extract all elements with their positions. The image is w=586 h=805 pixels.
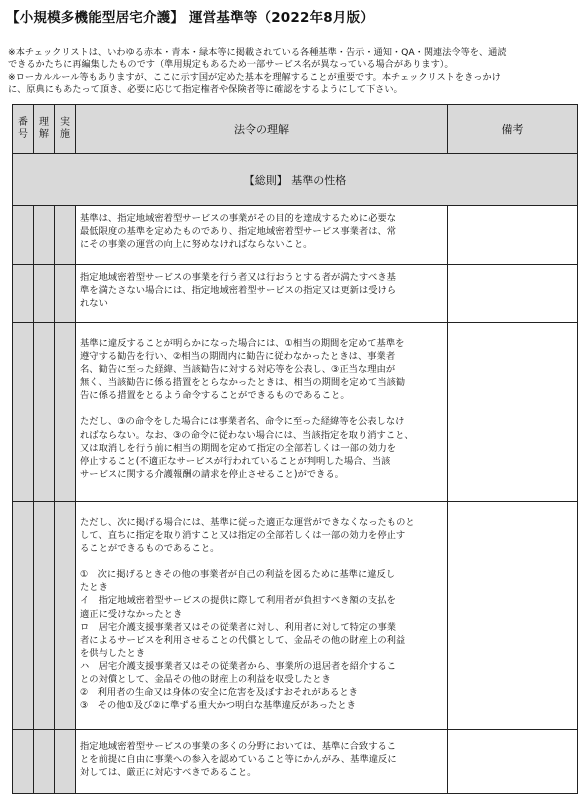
- checklist-table: [12, 104, 578, 794]
- law-text-line: にその事業の運営の向上に努めなければならないこと。: [80, 239, 313, 251]
- table-row: [13, 730, 578, 794]
- law-text-line: 指定地域密着型サービスの事業の多くの分野においては、基準に合致するこ: [80, 741, 397, 752]
- header-understand: [34, 105, 55, 154]
- no-cell: [13, 502, 34, 730]
- law-text-line: ればならない。なお、③の命令に従わない場合には、当該指定を取り消すこと、: [80, 429, 414, 441]
- law-text-line: 適正に受けなかったとき: [80, 608, 183, 620]
- law-text-line: との対償として、金品その他の財産上の利益を収受したとき: [80, 674, 331, 686]
- note-line: できるかたちに再編集したものです（準用規定もあるため一部サービス名が異なっている場合があります）。: [8, 59, 454, 70]
- law-text-line: 対しては、厳正に対応すべきであること。: [80, 767, 257, 779]
- section-row: [13, 154, 578, 206]
- header-row: [13, 105, 578, 154]
- done-checkbox[interactable]: [55, 206, 76, 265]
- law-text-line: 又は取消しを行う前に相当の期間を定めて指定の全部若しくは一部の効力を: [80, 442, 397, 454]
- table-row: [13, 265, 578, 323]
- understand-checkbox[interactable]: [34, 323, 55, 502]
- law-cell: [76, 323, 448, 502]
- table-row: [13, 502, 578, 730]
- law-text-line: ただし、次に掲げる場合には、基準に従った適正な運営ができなくなったものと: [80, 517, 415, 528]
- table-row: [13, 206, 578, 265]
- remarks-cell[interactable]: [448, 265, 578, 323]
- header-law: 法令の理解: [76, 105, 448, 154]
- law-text-line: 者によるサービスを利用させることの代償として、金品その他の財産上の利益: [80, 634, 406, 646]
- note-line: ※本チェックリストは、いわゆる赤本・青本・緑本等に掲載されている各種基準・告示・通知・QA・関連法令等を、通読: [8, 47, 507, 58]
- note-line: に、原典にもあたって頂き、必要に応じて指定権者や保険者等に確認をするようにして下さい。: [8, 84, 403, 95]
- remarks-cell[interactable]: [448, 206, 578, 265]
- header-no: [13, 105, 34, 154]
- no-cell: [13, 265, 34, 323]
- law-text-line: 名、勧告に至った経緯、当該勧告に対する対応等を公表し、③正当な理由が: [80, 364, 396, 376]
- no-cell: [13, 323, 34, 502]
- law-text-line: とを前提に自由に事業への参入を認めていること等にかんがみ、基準違反に: [80, 754, 397, 766]
- done-checkbox[interactable]: [55, 502, 76, 730]
- law-text-line: ることができるものであること。: [80, 543, 220, 555]
- law-text-line: 無く、当該勧告に係る措置をとらなかったときは、相当の期間を定めて当該勧: [80, 377, 406, 389]
- law-text-line: ハ 居宅介護支援事業者又はその従業者から、事業所の退居者を紹介するこ: [80, 660, 397, 672]
- paragraph-gap: [80, 402, 443, 415]
- law-text-line: 基準に違反することが明らかになった場合には、①相当の期間を定めて基準を: [80, 338, 405, 349]
- header-done-label: 実施: [60, 117, 70, 140]
- header-no-label: 番号: [18, 117, 28, 140]
- section-title: 【総則】 基準の性格: [13, 154, 578, 206]
- law-text-line: ただし、③の命令をした場合には事業者名、命令に至った経緯等を公表しなけ: [80, 416, 405, 428]
- law-text-line: して、直ちに指定を取り消すこと又は指定の全部若しくは一部の効力を停止す: [80, 530, 406, 542]
- done-checkbox[interactable]: [55, 323, 76, 502]
- paragraph-gap: [80, 555, 443, 568]
- law-cell: [76, 206, 448, 265]
- law-text-line: れない: [80, 298, 108, 310]
- no-cell: [13, 206, 34, 265]
- law-text-line: 停止すること(不適正なサービスが行われていることが判明した場合、当該: [80, 455, 391, 467]
- law-text-line: サービスに関する介護報酬の請求を停止させること)ができる。: [80, 468, 344, 480]
- remarks-cell[interactable]: [448, 730, 578, 794]
- done-checkbox[interactable]: [55, 730, 76, 794]
- done-checkbox[interactable]: [55, 265, 76, 323]
- law-cell: [76, 502, 448, 730]
- understand-checkbox[interactable]: [34, 265, 55, 323]
- law-text-line: 告に係る措置をとるよう命令することができるものであること。: [80, 390, 350, 402]
- law-cell: [76, 730, 448, 794]
- law-text-line: ③ その他①及び②に準ずる重大かつ明白な基準違反があったとき: [80, 700, 356, 712]
- law-cell: [76, 265, 448, 323]
- understand-checkbox[interactable]: [34, 206, 55, 265]
- no-cell: [13, 730, 34, 794]
- law-text-line: ロ 居宅介護支援事業者又はその従業者に対し、利用者に対して特定の事業: [80, 621, 397, 633]
- table-row: [13, 323, 578, 502]
- law-text-line: 遵守する勧告を行い、②相当の期間内に勧告に従わなかったときは、事業者: [80, 351, 396, 363]
- law-text-line: イ 指定地域密着型サービスの提供に際して利用者が負担すべき額の支払を: [80, 595, 396, 607]
- header-understand-label: 理解: [39, 117, 49, 140]
- header-remarks: 備考: [448, 105, 578, 154]
- header-done: [55, 105, 76, 154]
- remarks-cell[interactable]: [448, 502, 578, 730]
- understand-checkbox[interactable]: [34, 502, 55, 730]
- note-line: ※ローカルルール等もありますが、ここに示す国が定めた基本を理解することが重要です。本チェックリストをきっかけ: [8, 72, 501, 83]
- law-text-line: ② 利用者の生命又は身体の安全に危害を及ぼすおそれがあるとき: [80, 687, 358, 699]
- law-text-line: 指定地域密着型サービスの事業を行う者又は行おうとする者が満たすべき基: [80, 272, 396, 283]
- law-text-line: 準を満たさない場合には、指定地域密着型サービスの指定又は更新は受けら: [80, 285, 397, 297]
- understand-checkbox[interactable]: [34, 730, 55, 794]
- law-text-line: を供与したとき: [80, 647, 146, 659]
- law-text-line: たとき: [80, 582, 108, 594]
- law-text-line: ① 次に掲げるときその他の事業者が自己の利益を図るために基準に違反し: [80, 569, 396, 581]
- law-text-line: 最低限度の基準を定めたものであり、指定地域密着型サービス事業者は、常: [80, 226, 397, 238]
- document-title: 【小規模多機能型居宅介護】 運営基準等（2022年8月版）: [6, 10, 374, 26]
- remarks-cell[interactable]: [448, 323, 578, 502]
- law-text-line: 基準は、指定地域密着型サービスの事業がその目的を達成するために必要な: [80, 213, 397, 224]
